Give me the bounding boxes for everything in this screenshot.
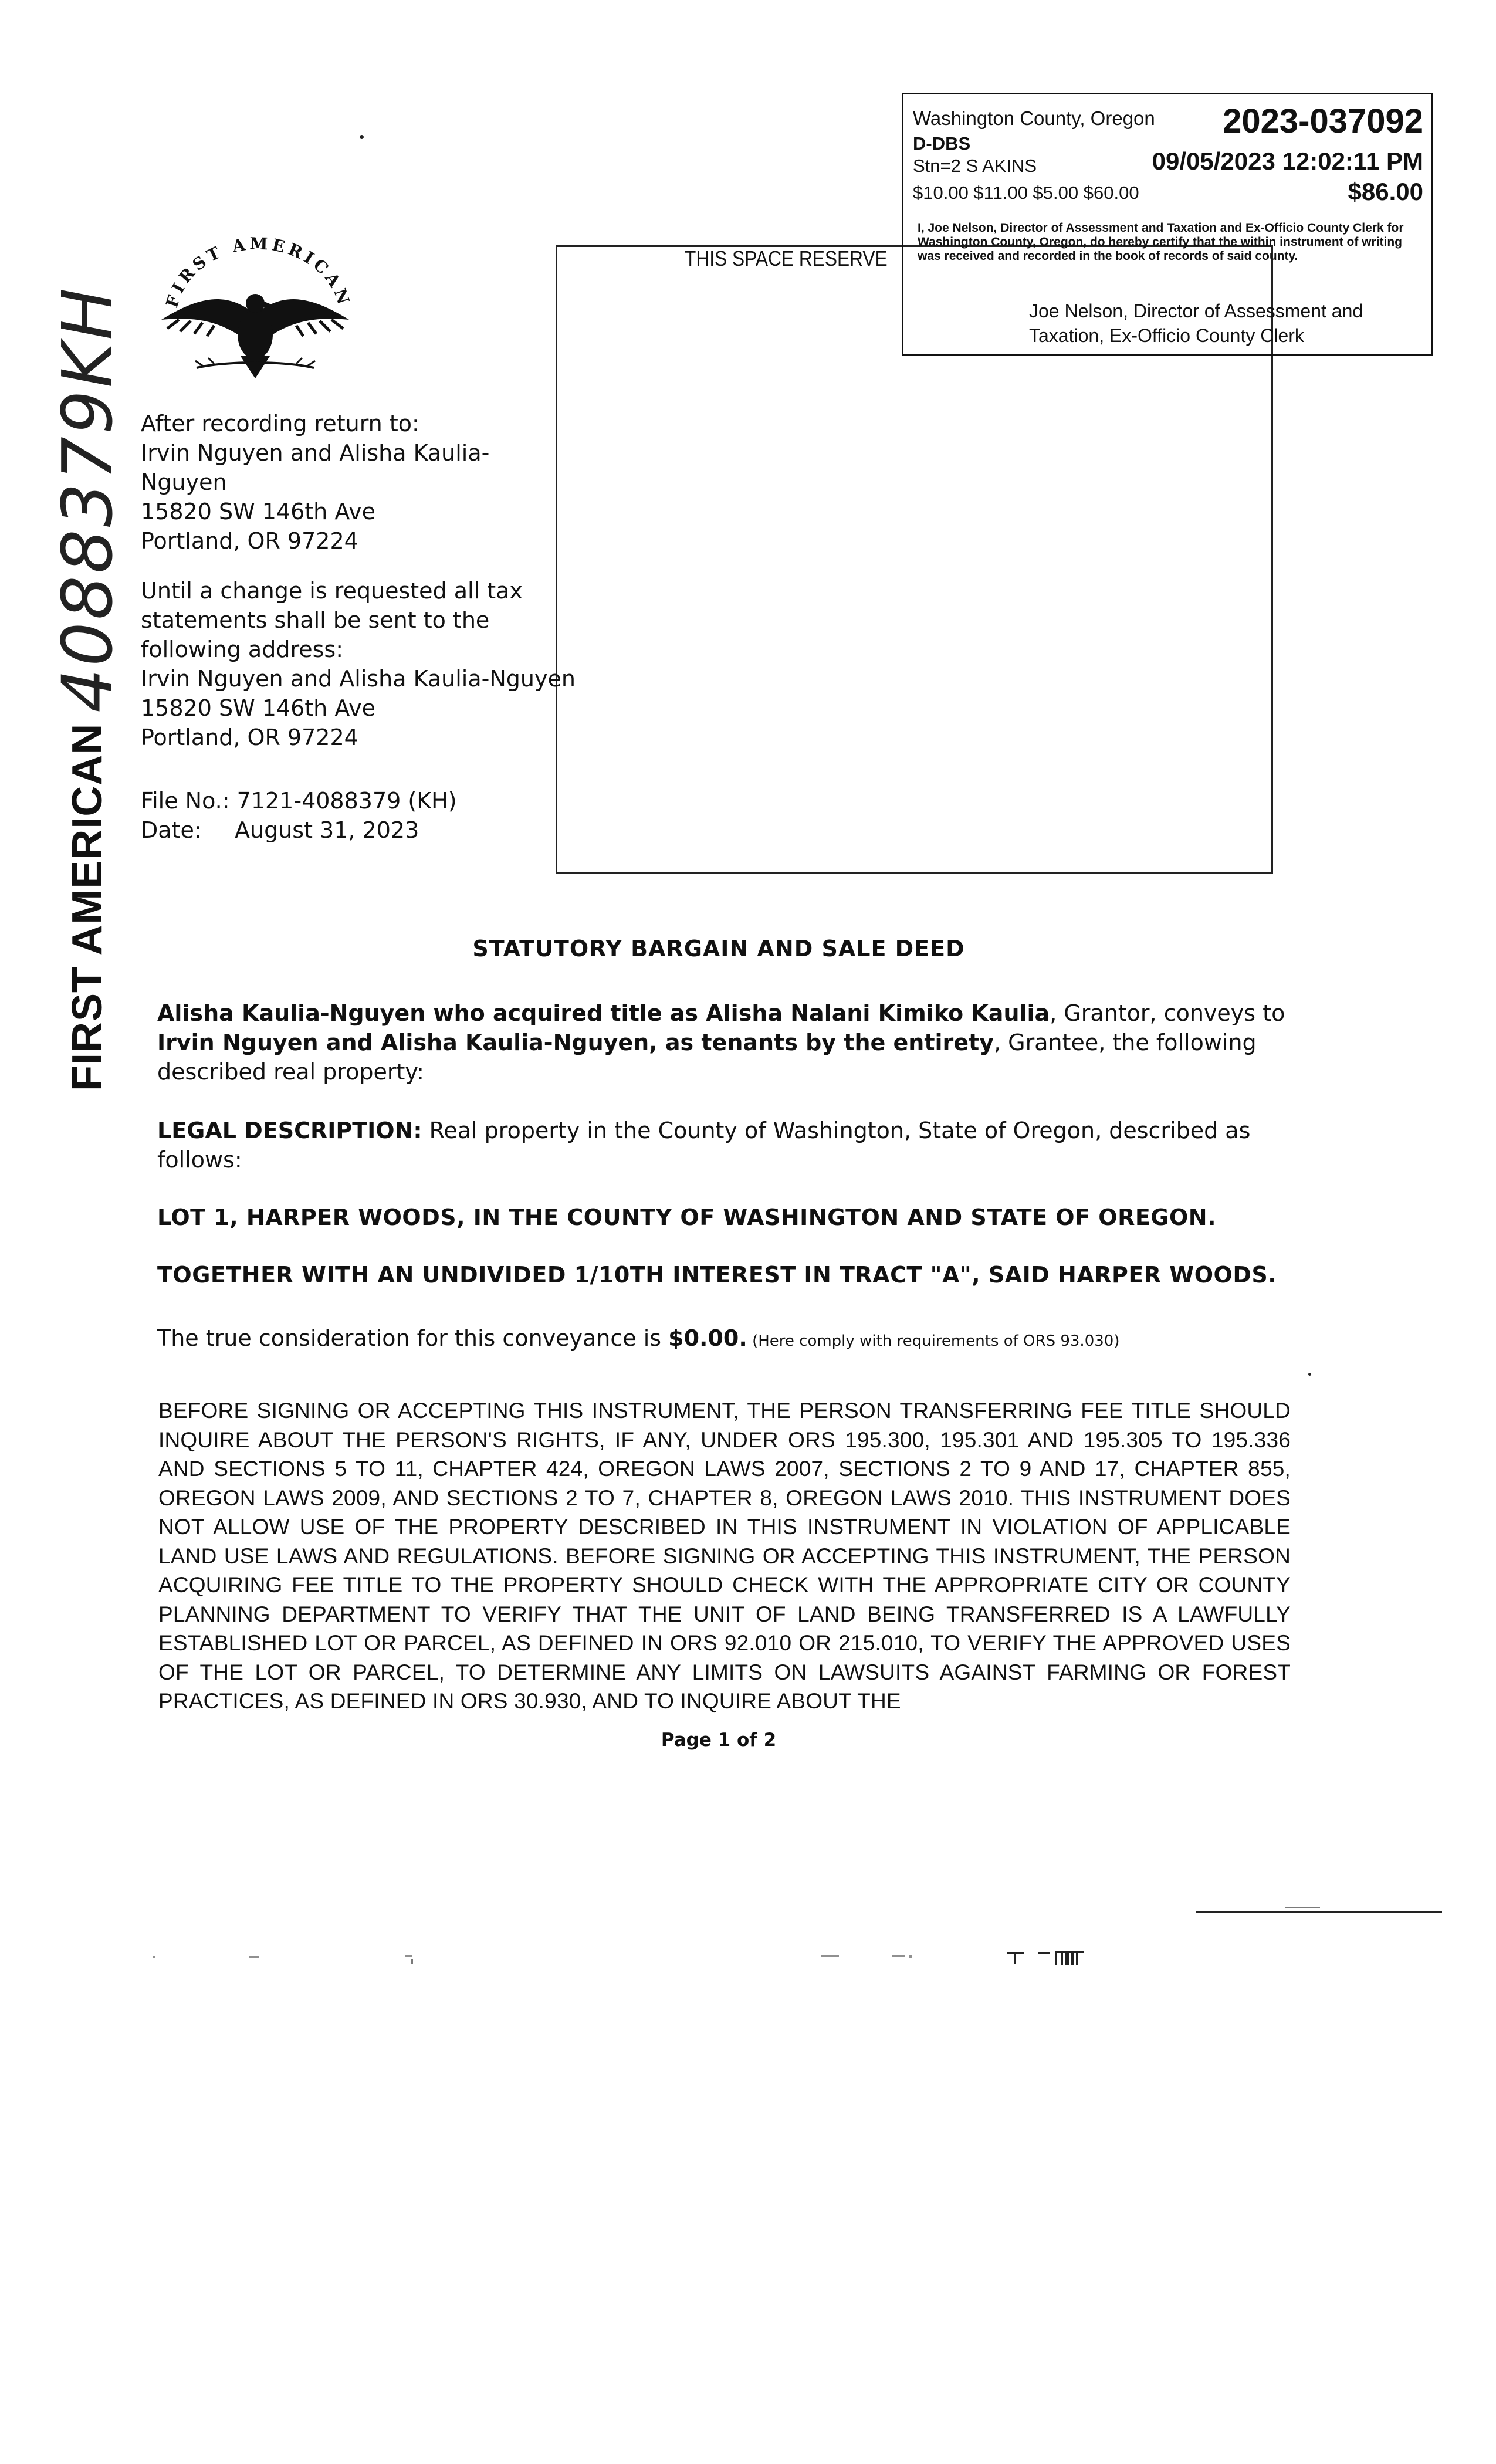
eagle-icon [144,232,367,390]
stamp-county: Washington County, Oregon [913,107,1155,129]
grantor-name: Alisha Kaulia-Nguyen who acquired title as Alisha Nalani Kimiko Kaulia [157,1000,1050,1026]
tax-statements-block [141,576,576,752]
tax-statements-line: statements shall be sent to the [141,607,490,633]
scan-line [1285,1907,1320,1908]
stamp-fees: $10.00 $11.00 $5.00 $60.00 [913,182,1139,203]
stamp-signature-line-1: Joe Nelson, Director of Assessment and [1029,300,1363,321]
return-to-line: Nguyen [141,469,227,495]
stamp-record-number: 2023-037092 [1223,102,1423,140]
file-number-label: File No.: [141,788,230,814]
reserved-space-label: THIS SPACE RESERVE [685,246,888,270]
side-handwritten-file-number: 4088379KH [47,286,128,713]
logo-arc-text: FIRST AMERICAN [162,233,354,310]
file-number-value: 7121-4088379 (KH) [236,788,457,814]
date-value: August 31, 2023 [235,817,419,843]
legal-lot: LOT 1, HARPER WOODS, IN THE COUNTY OF WASHINGTON AND STATE OF OREGON. [157,1204,1217,1230]
grantee-names: Irvin Nguyen and Alisha Kaulia-Nguyen, as tenants by the entirety [157,1030,994,1055]
date-label: Date: [141,817,202,843]
grant-paragraph [157,999,1289,1087]
scan-artifact-row [141,1952,1138,1964]
consideration-note: (Here comply with requirements of ORS 93.030) [747,1332,1120,1350]
legal-tract: TOGETHER WITH AN UNDIVIDED 1/10TH INTEREST IN TRACT "A", SAID HARPER WOODS. [157,1262,1277,1288]
side-vertical-text [47,286,128,1091]
stamp-station: Stn=2 S AKINS [913,155,1037,176]
stamp-datetime: 09/05/2023 12:02:11 PM [1152,147,1423,175]
file-info-block [141,786,457,845]
stamp-doc-type: D-DBS [913,133,971,154]
tax-statements-line: Irvin Nguyen and Alisha Kaulia-Nguyen [141,666,576,692]
tax-statements-line: 15820 SW 146th Ave [141,695,375,721]
scan-dot [360,135,364,139]
side-company-name: FIRST AMERICAN [64,723,111,1091]
consideration-line [157,1324,1289,1356]
return-to-line: 15820 SW 146th Ave [141,499,375,524]
scan-line [1196,1911,1442,1913]
statutory-warning: BEFORE SIGNING OR ACCEPTING THIS INSTRUMENT, THE PERSON TRANSFERRING FEE TITLE SHOULD INQUIRE ABOUT THE PERSON'S RIGHTS, IF ANY, UNDER ORS 195.300, 195.301 AND 195.305 TO 195.336 AND SECTIONS 5 TO 11, CHAPTER 424, OREGON LAWS 2007, SECTIONS 2 TO 9 AND 17, CHAPTER 855, OREGON LAWS 2009, AND SECTIONS 2 TO 7, CHAPTER 8, OREGON LAWS 2010. THIS INSTRUMENT DOES NOT ALLOW USE OF THE PROPERTY DESCRIBED IN THIS INSTRUMENT IN VIOLATION OF APPLICABLE LAND USE LAWS AND REGULATIONS. BEFORE SIGNING OR ACCEPTING THIS INSTRUMENT, THE PERSON ACQUIRING FEE TITLE TO THE PROPERTY SHOULD CHECK WITH THE APPROPRIATE CITY OR COUNTY PLANNING DEPARTMENT TO VERIFY THAT THE UNIT OF LAND BEING TRANSFERRED IS A LAWFULLY ESTABLISHED LOT OR PARCEL, AS DEFINED IN ORS 92.010 OR 215.010, TO VERIFY THE APPROVED USES OF THE LOT OR PARCEL, TO DETERMINE ANY LIMITS ON LAWSUITS AGAINST FARMING OR FOREST PRACTICES, AS DEFINED IN ORS 30.930, AND TO INQUIRE ABOUT THE [158,1399,1291,1713]
tax-statements-line: following address: [141,637,344,662]
scan-artifact-barcode [1007,1951,1124,1968]
consideration-text: The true consideration for this conveyance is [157,1325,669,1351]
deed-title: STATUTORY BARGAIN AND SALE DEED [472,936,965,962]
return-to-heading: After recording return to: [141,411,419,436]
stamp-signature-line-2: Taxation, Ex-Officio County Clerk [1029,325,1304,346]
grant-text-2: , Grantee, the following described real property: [157,1030,1257,1085]
tax-statements-line: Portland, OR 97224 [141,725,358,750]
legal-description-text: Real property in the County of Washington, State of Oregon, described as follows: [157,1118,1251,1173]
consideration-amount: $0.00. [668,1325,747,1351]
legal-description [157,1116,1289,1175]
recording-stamp [902,93,1433,356]
return-to-block [141,409,489,556]
scan-dot [1308,1373,1311,1376]
return-to-line: Irvin Nguyen and Alisha Kaulia- [141,440,490,466]
tax-statements-line: Until a change is requested all tax [141,578,523,604]
stamp-total: $86.00 [1348,178,1423,205]
stamp-signature [1029,299,1404,348]
grant-text-1: , Grantor, conveys to [1050,1000,1285,1026]
return-to-line: Portland, OR 97224 [141,528,358,554]
stamp-certification: I, Joe Nelson, Director of Assessment and Taxation and Ex-Officio County Clerk for Washington County, Oregon, do hereby certify that the within instrument of writing was received and recorded in the book of records of said county. [918,221,1404,263]
legal-description-label: LEGAL DESCRIPTION: [157,1118,422,1143]
page-number: Page 1 of 2 [661,1729,777,1751]
